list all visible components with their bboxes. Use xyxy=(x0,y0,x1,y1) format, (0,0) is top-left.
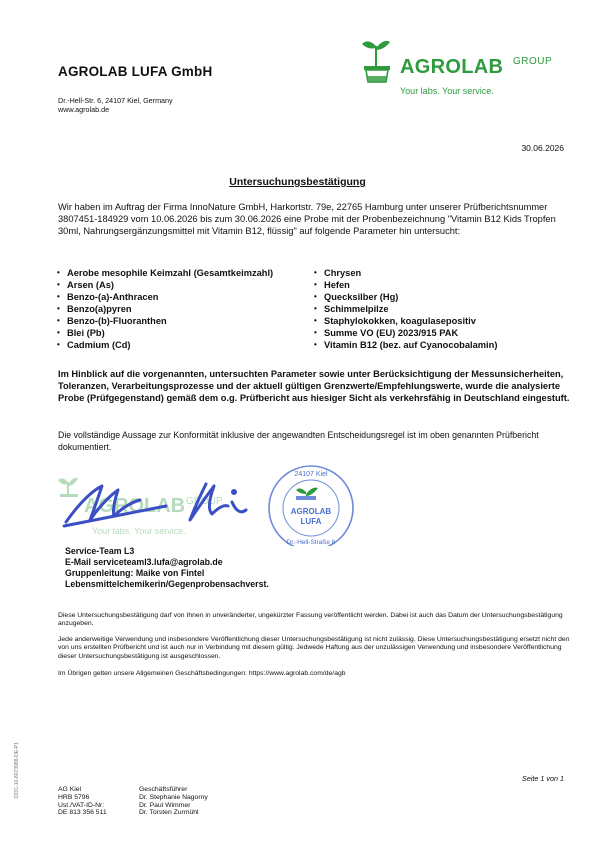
parameter-item: • Quecksilber (Hg) xyxy=(313,291,497,303)
terms-note[interactable]: Im Übrigen gelten unsere Allgemeinen Geschäftsbedingungen: https://www.agrolab.com/de/agb xyxy=(58,670,346,677)
conformity-note: Die vollständige Aussage zur Konformität inklusive der angewandten Entscheidungsregel ist im oben genannten Prüfbericht dokumentiert. xyxy=(58,430,539,452)
parameter-item: • Aerobe mesophile Keimzahl (Gesamtkeimzahl) xyxy=(56,267,273,279)
logo-wordmark: AGROLAB xyxy=(400,56,504,78)
parameter-item: • Benzo(a)pyren xyxy=(56,303,273,315)
logo-slogan: Your labs. Your service. xyxy=(400,86,494,96)
parameter-item: • Chrysen xyxy=(313,267,497,279)
footer-management xyxy=(139,786,208,817)
footer-line: Dr. Torsten Zurmühl xyxy=(139,809,199,817)
lead-role: Lebensmittelchemikerin/Gegenprobensachverst. xyxy=(65,579,269,589)
parameter-list-left xyxy=(56,267,273,351)
svg-text:Your labs. Your service.: Your labs. Your service. xyxy=(92,526,186,536)
logo-group-label: GROUP xyxy=(513,56,553,67)
company-address xyxy=(58,96,173,114)
svg-text:24107 Kiel: 24107 Kiel xyxy=(294,471,328,478)
parameter-item: • Schimmelpilze xyxy=(313,303,497,315)
footer-line: HRB 5796 xyxy=(58,793,90,801)
footer-registry xyxy=(58,786,107,817)
plant-icon xyxy=(362,41,390,82)
intro-paragraph: Wir haben im Auftrag der Firma InnoNature GmbH, Harkortstr. 79e, 22765 Hamburg unter unserer Prüfberichtsnummer 3807451-184929 vom 10.06.2026 bis zum 30.06.2026 eine Probe mit der Probenbezeichnung "Vitamin B12 Kids Tropfen 30ml, Nahrungsergänzungsmittel mit Vitamin B12, flüssig" auf folgende Parameter hin untersucht: xyxy=(58,202,556,236)
svg-text:Dr.-Hell-Straße 6: Dr.-Hell-Straße 6 xyxy=(286,539,336,546)
address-line: Dr.-Hell-Str. 6, 24107 Kiel, Germany xyxy=(58,96,173,105)
parameter-list-right xyxy=(313,267,497,351)
footer-line: Dr. Stephanie Nagorny xyxy=(139,793,208,801)
title-text: Untersuchungsbestätigung xyxy=(229,176,366,188)
service-contact xyxy=(65,546,269,590)
usage-restriction-note: Jede anderweitige Verwendung und insbesondere Veröffentlichung dieser Untersuchungsbestätigung ist nicht zulässig. Diese Untersuchungsbestätigung ersetzt nicht den von uns erstellten Prüfbericht und ist auch nur in Verbindung mit diesem gültig. Jedwede Haftung aus der unzulässigen Verwendung und insbesondere Veröffentlichung dieser Untersuchungsbestätigung ist ausgeschlossen. xyxy=(58,636,570,660)
parameter-item: • Vitamin B12 (bez. auf Cyanocobalamin) xyxy=(313,339,497,351)
company-name: AGROLAB LUFA GmbH xyxy=(58,64,213,79)
page-number: Seite 1 von 1 xyxy=(522,774,564,783)
svg-text:AGROLAB: AGROLAB xyxy=(84,495,186,517)
company-stamp xyxy=(269,466,353,546)
document-title xyxy=(0,176,595,188)
publication-note: Diese Untersuchungsbestätigung darf von Ihnen in unveränderter, ungekürzter Fassung veröffentlicht werden. Dabei ist auch das Datum der Untersuchungsbestätigung anzugeben. xyxy=(58,612,563,628)
parameter-item: • Cadmium (Cd) xyxy=(56,339,273,351)
website-link[interactable]: www.agrolab.de xyxy=(58,105,110,114)
assessment-paragraph: Im Hinblick auf die vorgenannten, untersuchten Parameter sowie unter Berücksichtigung der Messunsicherheiten, Toleranzen, Verarbeitungsprozesse und der aktuell gültigen Grenzwerte/Empfehlungswerte, wurde die analysierte Probe (Prüfgegenstand) gemäß dem o.g. Prüfbericht aus hiesiger Sicht als verkehrsfähig in Deutschland eingestuft. xyxy=(58,369,570,403)
footer-line: Geschäftsführer xyxy=(139,786,188,793)
document-date: 30.06.2026 xyxy=(521,143,564,153)
svg-text:LUFA: LUFA xyxy=(300,517,322,526)
parameter-item: • Arsen (As) xyxy=(56,279,273,291)
parameter-item: • Staphylokokken, koagulasepositiv xyxy=(313,315,497,327)
svg-text:GROUP: GROUP xyxy=(186,496,223,507)
footer-line: Dr. Paul Wimmer xyxy=(139,801,191,809)
parameter-item: • Hefen xyxy=(313,279,497,291)
parameter-item: • Summe VO (EU) 2023/915 PAK xyxy=(313,327,497,339)
parameter-item: • Blei (Pb) xyxy=(56,327,273,339)
footer-line: Ust./VAT-ID-Nr: xyxy=(58,801,105,809)
service-email[interactable]: E-Mail serviceteaml3.lufa@agrolab.de xyxy=(65,557,223,567)
group-lead: Gruppenleitung: Maike von Fintel xyxy=(65,568,205,578)
parameter-item: • Benzo-(a)-Anthracen xyxy=(56,291,273,303)
signature-area xyxy=(56,464,376,546)
document-id: DOC-10-8073988-DE-P1 xyxy=(14,742,20,798)
parameter-item: • Benzo-(b)-Fluoranthen xyxy=(56,315,273,327)
svg-text:AGROLAB: AGROLAB xyxy=(290,507,332,516)
service-team: Service-Team L3 xyxy=(65,546,135,556)
footer-line: DE 813 356 511 xyxy=(58,809,107,817)
footer-line: AG Kiel xyxy=(58,786,82,793)
